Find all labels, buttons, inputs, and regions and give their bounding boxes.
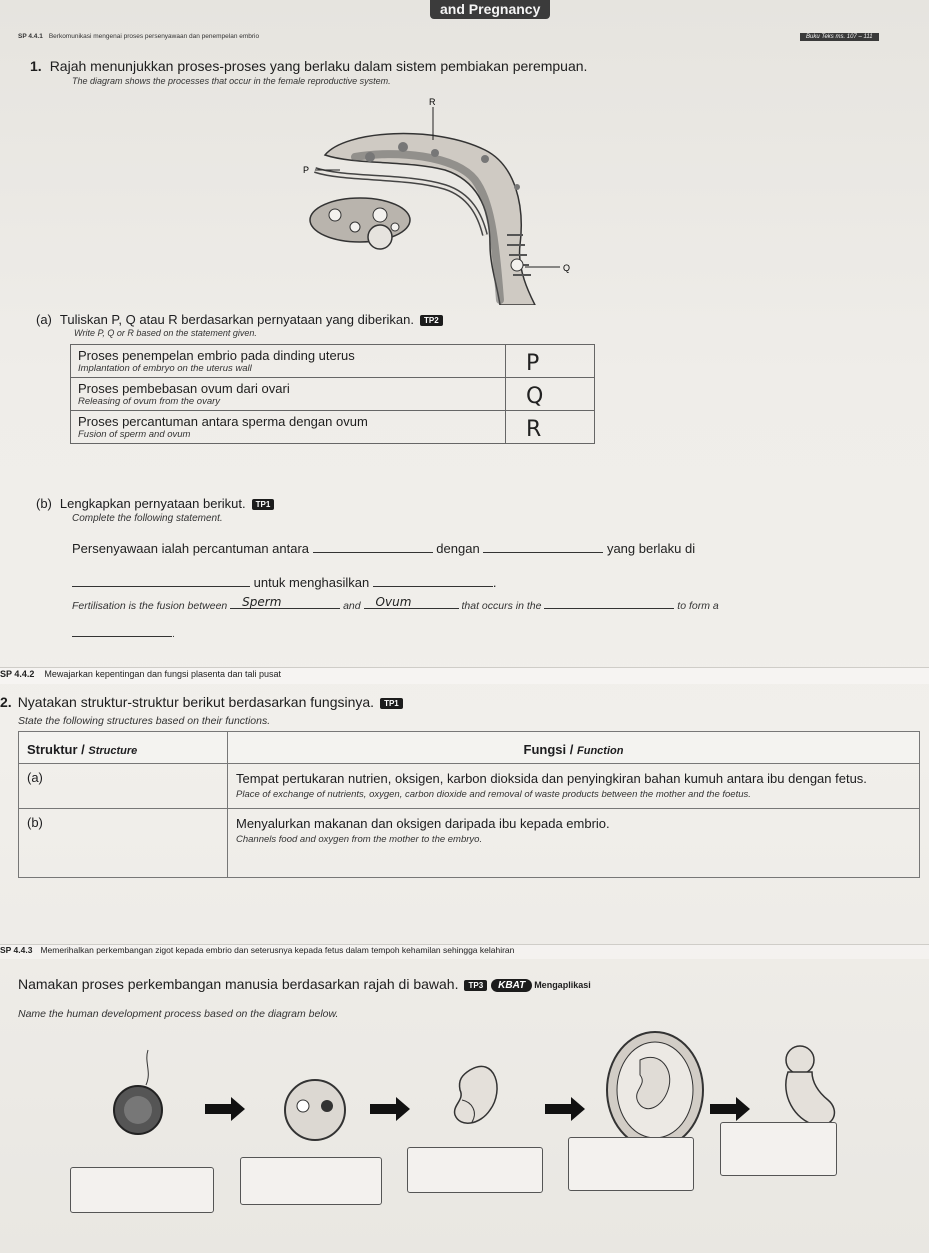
statement-cell [71,411,506,444]
foetus-baby [786,1046,835,1125]
q1-text: Rajah menunjukkan proses-proses yang berlaku dalam sistem pembiakan perempuan. [49,58,588,74]
q1b-text: Lengkapkan pernyataan berikut. [59,496,246,511]
q1b-text-en: Complete the following statement. [72,513,223,524]
q1a-text-en: Write P, Q or R based on the statement given. [74,328,257,338]
label-r: R [429,97,436,107]
sp-text: Mewajarkan kepentingan dan fungsi plasenta dan tali pusat [44,669,282,679]
label-p: P [303,165,310,175]
kbat-badge: KBAT [491,979,532,992]
q2-text: Nyatakan struktur-struktur berikut berdasarkan fungsinya. [17,694,375,710]
q1b-instruction [36,496,274,511]
table-row [19,809,920,878]
function-en: Place of exchange of nutrients, oxygen, carbon dioxide and removal of waste products between the mother and the foetus. [236,789,751,800]
table-row [71,378,595,411]
statement-ms: Proses penempelan embrio pada dinding uterus [78,348,355,363]
fill-statement-en-line2: . [72,624,175,640]
q1b-label: (b) [36,496,52,511]
structure-cell[interactable]: (b) [19,809,228,878]
statement-cell [71,345,506,378]
blank-field[interactable] [72,624,172,637]
sp-text: Memerihalkan perkembangan zigot kepada embrio dan seterusnya kepada fetus dalam tempoh kehamilan sehingga kelahiran [40,945,515,955]
header-text-en: Function [577,745,624,757]
q1a-label: (a) [36,312,52,327]
sp-code: SP 4.4.3 [0,945,33,955]
q3-text: Namakan proses perkembangan manusia berdasarkan rajah di bawah. [18,976,459,992]
blank-field[interactable] [230,596,340,609]
function-cell [228,809,920,878]
blank-field[interactable] [544,596,674,609]
fill-text: and [343,600,361,612]
answer-cell[interactable]: Q [506,378,595,411]
embryo [455,1066,498,1123]
table-row [71,411,595,444]
structure-header [19,732,228,764]
fill-text: Persenyawaan ialah percantuman antara [72,541,310,556]
q2-number: 2. [0,694,12,710]
reproductive-system-diagram [285,95,585,305]
statement-en: Releasing of ovum from the ovary [78,396,221,407]
sp-code: SP 4.4.2 [0,669,35,679]
fill-text: yang berlaku di [606,541,696,556]
statement-cell [71,378,506,411]
arrow-icon [545,1097,585,1121]
fill-text: to form a [677,600,719,612]
label-q: Q [563,263,571,273]
function-en: Channels food and oxygen from the mother to the embryo. [236,834,483,845]
tp-badge: TP3 [464,980,487,991]
q1-text-en: The diagram shows the processes that occur in the female reproductive system. [72,76,391,86]
handwritten-answer: Ovum [375,595,412,609]
fill-text: that occurs in the [461,600,542,612]
blank-field[interactable] [373,574,493,587]
question-3 [18,976,591,992]
book-reference: Buku Teks ms. 107 – 111 [800,33,879,41]
statement-ms: Proses percantuman antara sperma dengan ovum [78,414,368,429]
statement-ms: Proses pembebasan ovum dari ovari [78,381,290,396]
blank-field[interactable] [483,540,603,553]
q1a-text: Tuliskan P, Q atau R berdasarkan pernyataan yang diberikan. [59,312,414,327]
fill-text: untuk menghasilkan [253,575,370,590]
q1-number: 1. [30,58,42,74]
q1a-instruction [36,312,443,327]
function-ms: Menyalurkan makanan dan oksigen daripada ibu kepada embrio. [236,816,610,831]
sp-441-line [18,33,259,40]
skill-label: Mengaplikasi [534,980,591,991]
question-2 [0,694,403,710]
table-row [71,345,595,378]
sp-442-line [0,669,281,679]
q2-text-en: State the following structures based on their functions. [18,715,271,727]
fill-text: dengan [436,541,480,556]
chapter-title: and Pregnancy [430,0,550,19]
arrow-icon [205,1097,245,1121]
sp-text: Berkomunikasi mengenai proses persenyawaan dan penempelan embrio [48,33,260,40]
q3-text-en: Name the human development process based on the diagram below. [18,1008,339,1020]
handwritten-answer: Sperm [242,595,282,609]
fertilised-ovum [114,1050,162,1134]
function-header [228,732,920,764]
fill-text: Fertilisation is the fusion between [72,600,228,612]
statement-en: Implantation of embryo on the uterus wall [78,363,252,374]
answer-box[interactable] [720,1122,837,1176]
answer-box[interactable] [70,1167,214,1213]
header-text-en: Structure [88,745,138,757]
table-header-row [19,732,920,764]
fill-statement-ms-line2: untuk menghasilkan . [72,574,902,590]
structure-function-table [18,731,920,878]
sp-443-line [0,945,514,955]
header-text: Struktur / [27,742,89,757]
blank-field[interactable] [364,596,459,609]
tp-badge: TP1 [380,698,403,709]
arrow-icon [710,1097,750,1121]
function-ms: Tempat pertukaran nutrien, oksigen, karbon dioksida dan penyingkiran bahan kumuh antara ibu dengan fetus. [236,771,867,786]
fill-statement-ms-line1 [72,540,902,556]
sp-code: SP 4.4.1 [18,33,43,40]
answer-cell[interactable]: P [506,345,595,378]
fill-statement-en-line1 [72,596,912,612]
arrow-icon [370,1097,410,1121]
function-cell [228,764,920,809]
blank-field[interactable] [313,540,433,553]
two-cell-stage [285,1080,345,1140]
question-1 [30,58,587,74]
answer-box[interactable] [407,1147,543,1193]
tp-badge: TP2 [420,315,443,326]
blank-field[interactable] [72,574,250,587]
structure-cell[interactable]: (a) [19,764,228,809]
ovary [310,198,410,242]
foetus-in-uterus [607,1032,703,1148]
table-row [19,764,920,809]
statement-table [70,344,595,444]
answer-box[interactable] [240,1157,382,1205]
statement-en: Fusion of sperm and ovum [78,429,191,440]
tp-badge: TP1 [252,499,275,510]
answer-cell[interactable]: R [506,411,595,444]
answer-box[interactable] [568,1137,694,1191]
header-text: Fungsi / [523,742,577,757]
